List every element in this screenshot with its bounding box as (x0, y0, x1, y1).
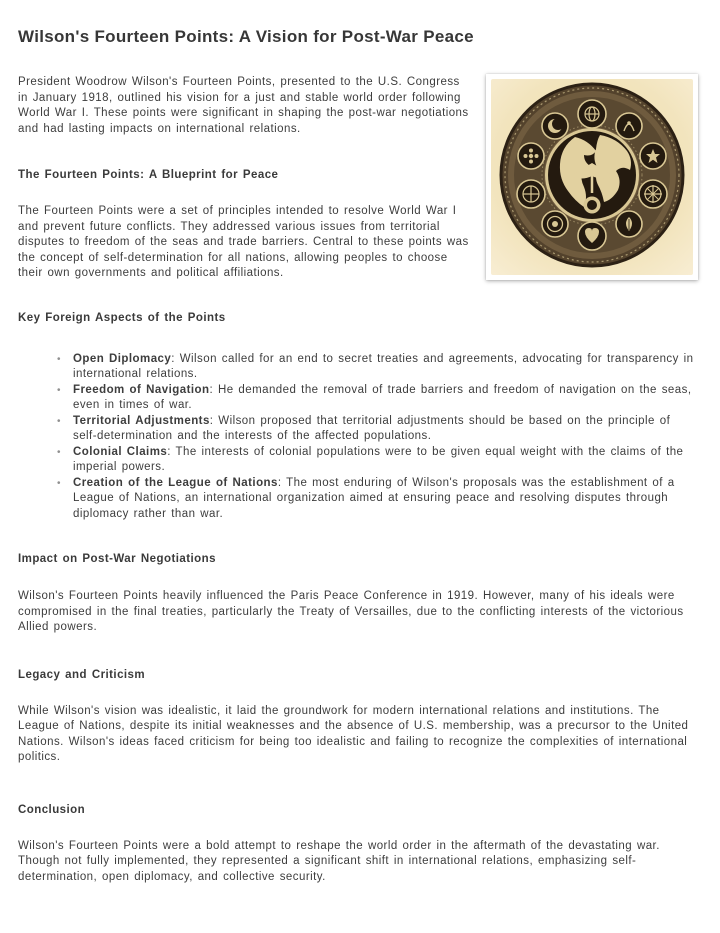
list-item-colonial-claims (56, 445, 698, 476)
bullet-text: : Wilson called for an end to secret treaties and agreements, advocating for transparency in international relations. (73, 352, 694, 380)
bullet-text: : He demanded the removal of trade barriers and freedom of navigation on the seas, even in times of war. (73, 383, 692, 411)
emblem-laurel-icon (616, 113, 642, 139)
list-item-territorial-adjustments (56, 414, 698, 445)
list-item-league-of-nations (56, 476, 698, 523)
emblem-flower-icon (518, 143, 544, 169)
key-aspects-list (18, 352, 698, 523)
bullet-term: Creation of the League of Nations (73, 476, 278, 489)
paragraph-intro: President Woodrow Wilson's Fourteen Points, presented to the U.S. Congress in January 1918, outlined his vision for a just and stable world order following World War I. These points were significant in shaping the post-war negotiations and had lasting impacts on international relations. (18, 76, 469, 135)
globe-medallion-image (486, 74, 698, 280)
emblem-crescent-icon (542, 113, 568, 139)
bullet-term: Freedom of Navigation (73, 383, 210, 396)
bullet-term: Territorial Adjustments (73, 414, 210, 427)
section-heading-legacy-criticism: Legacy and Criticism (18, 668, 146, 681)
bullet-term: Colonial Claims (73, 445, 168, 458)
paragraph-impact-negotiations: Wilson's Fourteen Points heavily influenced the Paris Peace Conference in 1919. However, many of his ideals were compromised in the final treaties, particularly the Treaty of Versailles, due to the conflicting interests of the victorious Allied powers. (18, 590, 684, 633)
section-heading-blueprint-for-peace: The Fourteen Points: A Blueprint for Peace (18, 169, 279, 181)
bullet-text: : The most enduring of Wilson's proposals was the establishment of a League of Nations, an international organization aimed at ensuring peace and resolving disputes through diplomacy rather than war. (73, 476, 675, 520)
section-heading-key-aspects: Key Foreign Aspects of the Points (18, 311, 226, 324)
emblem-wheel-icon (517, 180, 545, 208)
section-heading-impact-negotiations: Impact on Post-War Negotiations (18, 553, 216, 565)
globe-medallion-graphic (491, 79, 693, 275)
list-item-freedom-of-navigation (56, 383, 698, 414)
bullet-term: Open Diplomacy (73, 352, 172, 365)
paragraph-legacy-criticism: While Wilson's vision was idealistic, it laid the groundwork for modern international relations and institutions. The League of Nations, despite its initial weaknesses and the absence of U.S. membership, was a precursor to the United Nations. Wilson's ideas faced criticism for being too idealistic and failing to recognize the complexities of international politics. (18, 704, 689, 763)
emblem-rings-icon (542, 211, 568, 237)
document-title: Wilson's Fourteen Points: A Vision for Post-War Peace (18, 27, 474, 46)
paragraph-conclusion: Wilson's Fourteen Points were a bold attempt to reshape the world order in the aftermath of the devastating war. Though not fully implemented, they represented a significant shift in international relations, emphasizing self-determination, open diplomacy, and collective security. (18, 839, 660, 883)
emblem-crosshatch-icon (639, 180, 667, 208)
paragraph-blueprint-for-peace: The Fourteen Points were a set of principles intended to resolve World War I and prevent future conflicts. They addressed various issues from territorial disputes to freedom of the seas and trade barriers. Central to these points was the concept of self-determination for all nations, allowing peoples to choose their own governments and political affiliations. (18, 205, 469, 279)
bullet-text: : Wilson proposed that territorial adjustments should be based on the principle of self-determination and the interests of the affected populations. (73, 414, 671, 442)
emblem-globe-grid-icon (578, 100, 606, 128)
emblem-heart-icon (578, 222, 606, 250)
bullet-text: : The interests of colonial populations were to be given equal weight with the claims of the imperial powers. (73, 445, 684, 473)
emblem-leaf-icon (616, 211, 642, 237)
section-heading-conclusion: Conclusion (18, 803, 86, 816)
emblem-star-icon (640, 143, 666, 169)
list-item-open-diplomacy (56, 352, 698, 383)
